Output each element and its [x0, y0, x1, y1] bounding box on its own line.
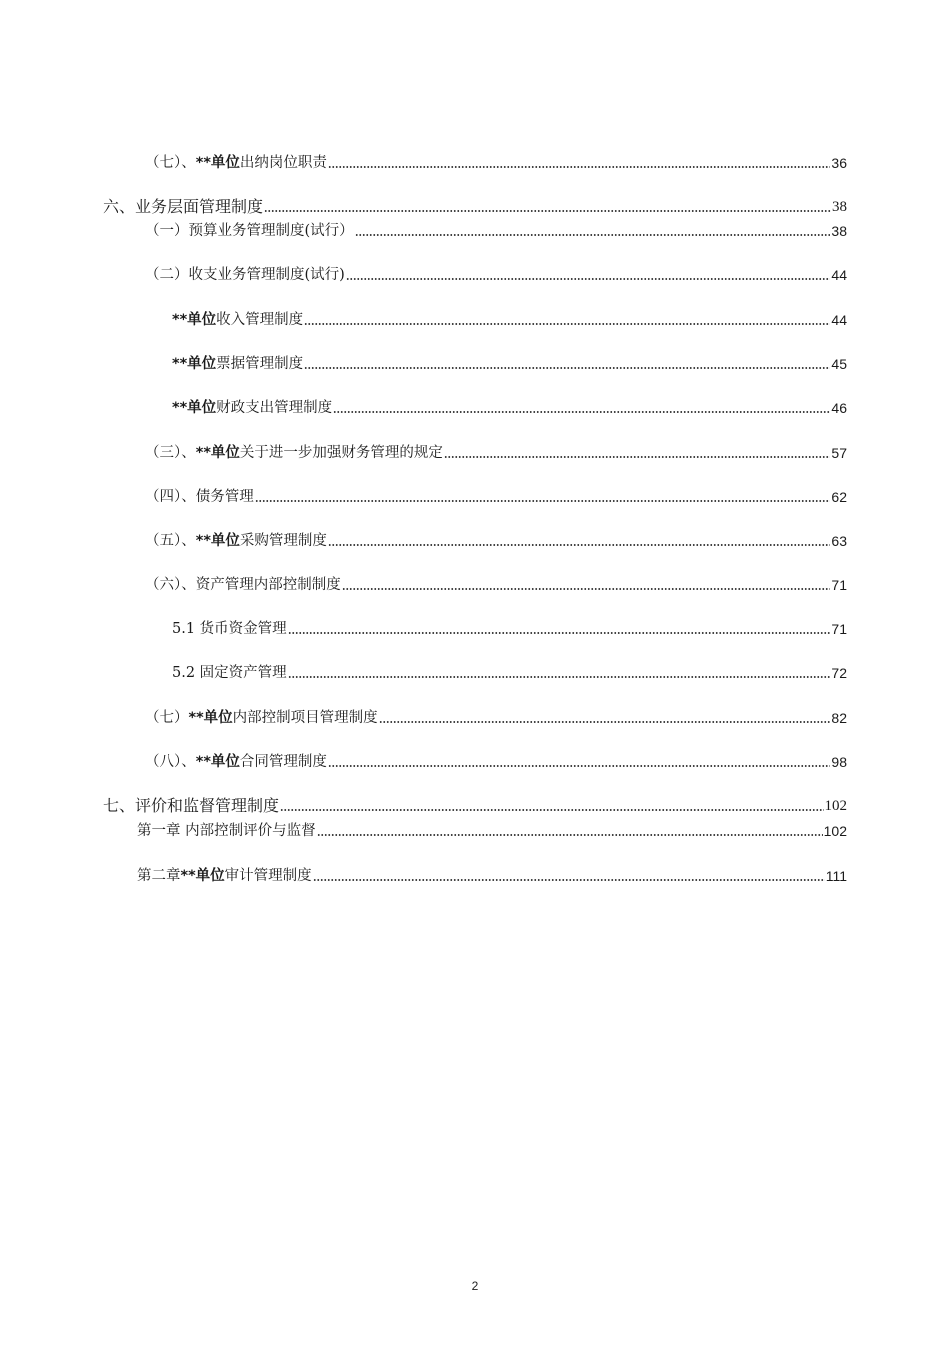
toc-entry-org: **单位: [195, 155, 240, 171]
toc-entry-org: **单位: [172, 400, 217, 416]
toc-entry-title: 六、业务层面管理制度: [103, 197, 264, 216]
toc-entry[interactable]: [172, 398, 847, 418]
toc-page-number: 71: [831, 577, 847, 593]
toc-entry-title: 七、评价和监督管理制度: [103, 796, 280, 815]
toc-entry-org: **单位: [180, 868, 225, 884]
toc-page-number: 102: [824, 798, 847, 814]
toc-entry-org: **单位: [195, 754, 240, 770]
toc-entry-prefix: （七）: [145, 710, 189, 726]
toc-entry[interactable]: [145, 708, 847, 728]
toc-entry-title: 5.2 固定资产管理: [172, 665, 287, 681]
toc-page-number: 44: [831, 312, 847, 328]
toc-entry-org: **单位: [195, 533, 240, 549]
toc-entry-title: 关于进一步加强财务管理的规定: [239, 445, 443, 461]
toc-page-number: 82: [831, 710, 847, 726]
toc-entry[interactable]: [172, 354, 847, 374]
toc-entry-title: （二）收支业务管理制度(试行): [145, 267, 345, 283]
toc-entry[interactable]: [145, 221, 847, 241]
toc-entry-title: 财政支出管理制度: [216, 400, 333, 416]
dot-leader: [288, 675, 831, 679]
toc-entry-prefix: （八）、: [145, 754, 196, 770]
dot-leader: [264, 209, 831, 213]
toc-entry-title: 采购管理制度: [239, 533, 327, 549]
dot-leader: [342, 587, 831, 591]
toc-entry-prefix: （三）、: [145, 445, 196, 461]
toc-entry-title: （一）预算业务管理制度(试行）: [145, 223, 354, 239]
toc-page-number: 46: [831, 400, 847, 416]
dot-leader: [280, 808, 823, 812]
dot-leader: [379, 720, 831, 724]
dot-leader: [444, 455, 831, 459]
toc-entry-prefix: 第二章: [137, 868, 181, 884]
toc-entry[interactable]: [145, 265, 847, 285]
toc-entry[interactable]: [145, 153, 847, 173]
dot-leader: [255, 499, 831, 503]
toc-entry-title: （四）、债务管理: [145, 489, 254, 505]
toc-entry[interactable]: [172, 310, 847, 330]
toc-page-number: 102: [823, 823, 847, 839]
toc-page-number: 36: [831, 155, 847, 171]
toc-entry[interactable]: [172, 619, 847, 639]
toc-page-number: 44: [831, 267, 847, 283]
toc-entry-title: 内部控制项目管理制度: [232, 710, 378, 726]
page-footer-number: 2: [471, 1279, 479, 1293]
dot-leader: [288, 631, 831, 635]
toc-entry-title: （六）、资产管理内部控制制度: [145, 577, 341, 593]
toc-entry-org: **单位: [172, 356, 217, 372]
dot-leader: [304, 322, 830, 326]
dot-leader: [328, 543, 831, 547]
toc-entry[interactable]: [137, 821, 847, 841]
toc-entry-title: 5.1 货币资金管理: [172, 621, 287, 637]
toc-entry-org: **单位: [188, 710, 233, 726]
toc-entry[interactable]: [145, 752, 847, 772]
toc-entry-title: 票据管理制度: [216, 356, 304, 372]
toc-entry[interactable]: [137, 866, 847, 886]
toc-entry-title: 出纳岗位职责: [239, 155, 327, 171]
toc-entry[interactable]: [145, 487, 847, 507]
toc-page-number: 111: [825, 868, 847, 884]
dot-leader: [355, 233, 831, 237]
toc-entry-prefix: （七）、: [145, 155, 196, 171]
toc-page-number: 98: [831, 754, 847, 770]
toc-section-heading[interactable]: [103, 796, 847, 816]
toc-page-number: 72: [831, 665, 847, 681]
toc-entry-prefix: （五）、: [145, 533, 196, 549]
dot-leader: [313, 878, 825, 882]
toc-entry-org: **单位: [172, 312, 217, 328]
toc-entry-title: 合同管理制度: [239, 754, 327, 770]
toc-page-number: 45: [831, 356, 847, 372]
toc-page-number: 38: [831, 223, 847, 239]
toc-entry-title: 审计管理制度: [224, 868, 312, 884]
toc-entry[interactable]: [145, 443, 847, 463]
dot-leader: [328, 165, 831, 169]
toc-page-number: 71: [831, 621, 847, 637]
toc-page-number: 38: [832, 199, 847, 215]
toc-entry-title: 收入管理制度: [216, 312, 304, 328]
toc-section-heading[interactable]: [103, 197, 847, 217]
toc-page-number: 63: [831, 533, 847, 549]
toc-entry[interactable]: [145, 531, 847, 551]
dot-leader: [333, 410, 830, 414]
dot-leader: [304, 366, 830, 370]
toc-entry-title: 第一章 内部控制评价与监督: [137, 823, 316, 839]
dot-leader: [317, 833, 823, 837]
dot-leader: [328, 764, 831, 768]
toc-entry[interactable]: [145, 575, 847, 595]
toc-entry[interactable]: [172, 663, 847, 683]
toc-entry-org: **单位: [195, 445, 240, 461]
dot-leader: [346, 277, 831, 281]
toc-page-number: 62: [831, 489, 847, 505]
toc-page-number: 57: [831, 445, 847, 461]
